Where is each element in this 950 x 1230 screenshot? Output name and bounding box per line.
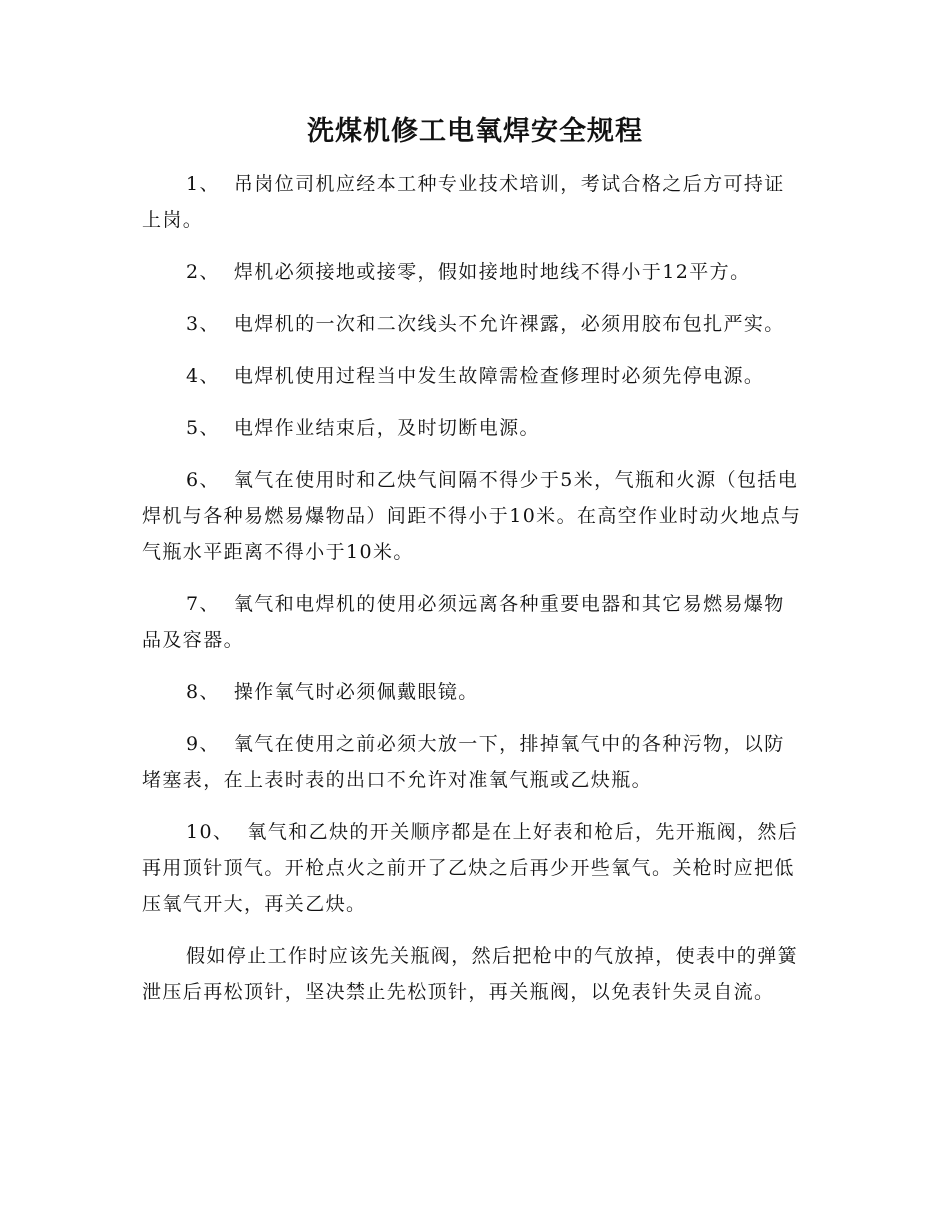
rule-number: 5、 [186,417,220,439]
document-title: 洗煤机修工电氧焊安全规程 [307,116,643,147]
closing-paragraph [142,938,802,1010]
rule-paragraph-4 [142,358,802,394]
closing-text: 假如停止工作时应该先关瓶阀，然后把枪中的气放掉，使表中的弹簧泄压后再松顶针，坚决禁止先松顶针，再关瓶阀，以免表针失灵自流。 [142,945,799,1003]
rule-paragraph-7 [142,586,802,658]
rule-text: 焊机必须接地或接零，假如接地时地线不得小于12平方。 [233,261,751,283]
rule-number: 4、 [186,365,220,387]
rule-paragraph-9 [142,726,802,798]
rule-paragraph-1 [142,166,802,238]
rule-number: 1、 [186,173,220,195]
rule-text: 电焊作业结束后，及时切断电源。 [233,417,540,439]
rule-paragraph-2 [142,254,802,290]
rule-text: 氧气在使用之前必须大放一下，排掉氧气中的各种污物，以防堵塞表，在上表时表的出口不允许对准氧气瓶或乙炔瓶。 [142,733,785,791]
rule-number: 8、 [186,681,220,703]
rule-text: 氧气和乙炔的开关顺序都是在上好表和枪后，先开瓶阀，然后再用顶针顶气。开枪点火之前开了乙炔之后再少开些氧气。关枪时应把低压氧气开大，再关乙炔。 [142,821,799,915]
rule-paragraph-5 [142,410,802,446]
document-body [142,166,802,1026]
rule-number: 7、 [186,593,220,615]
rule-paragraph-10 [142,814,802,922]
rule-number: 2、 [186,261,220,283]
rule-paragraph-6 [142,462,802,570]
rule-text: 氧气在使用时和乙炔气间隔不得少于5米，气瓶和火源（包括电焊机与各种易燃易爆物品）间距不得小于10米。在高空作业时动火地点与气瓶水平距离不得小于10米。 [142,469,802,563]
rule-text: 操作氧气时必须佩戴眼镜。 [233,681,479,703]
rule-text: 电焊机的一次和二次线头不允许裸露，必须用胶布包扎严实。 [233,313,785,335]
rule-number: 6、 [186,469,220,491]
rule-paragraph-3 [142,306,802,342]
rule-number: 3、 [186,313,220,335]
rule-text: 电焊机使用过程当中发生故障需检查修理时必须先停电源。 [233,365,765,387]
rule-number: 9、 [186,733,220,755]
rule-number: 10、 [186,821,234,843]
rule-text: 吊岗位司机应经本工种专业技术培训，考试合格之后方可持证上岗。 [142,173,785,231]
rule-text: 氧气和电焊机的使用必须远离各种重要电器和其它易燃易爆物品及容器。 [142,593,785,651]
rule-paragraph-8 [142,674,802,710]
